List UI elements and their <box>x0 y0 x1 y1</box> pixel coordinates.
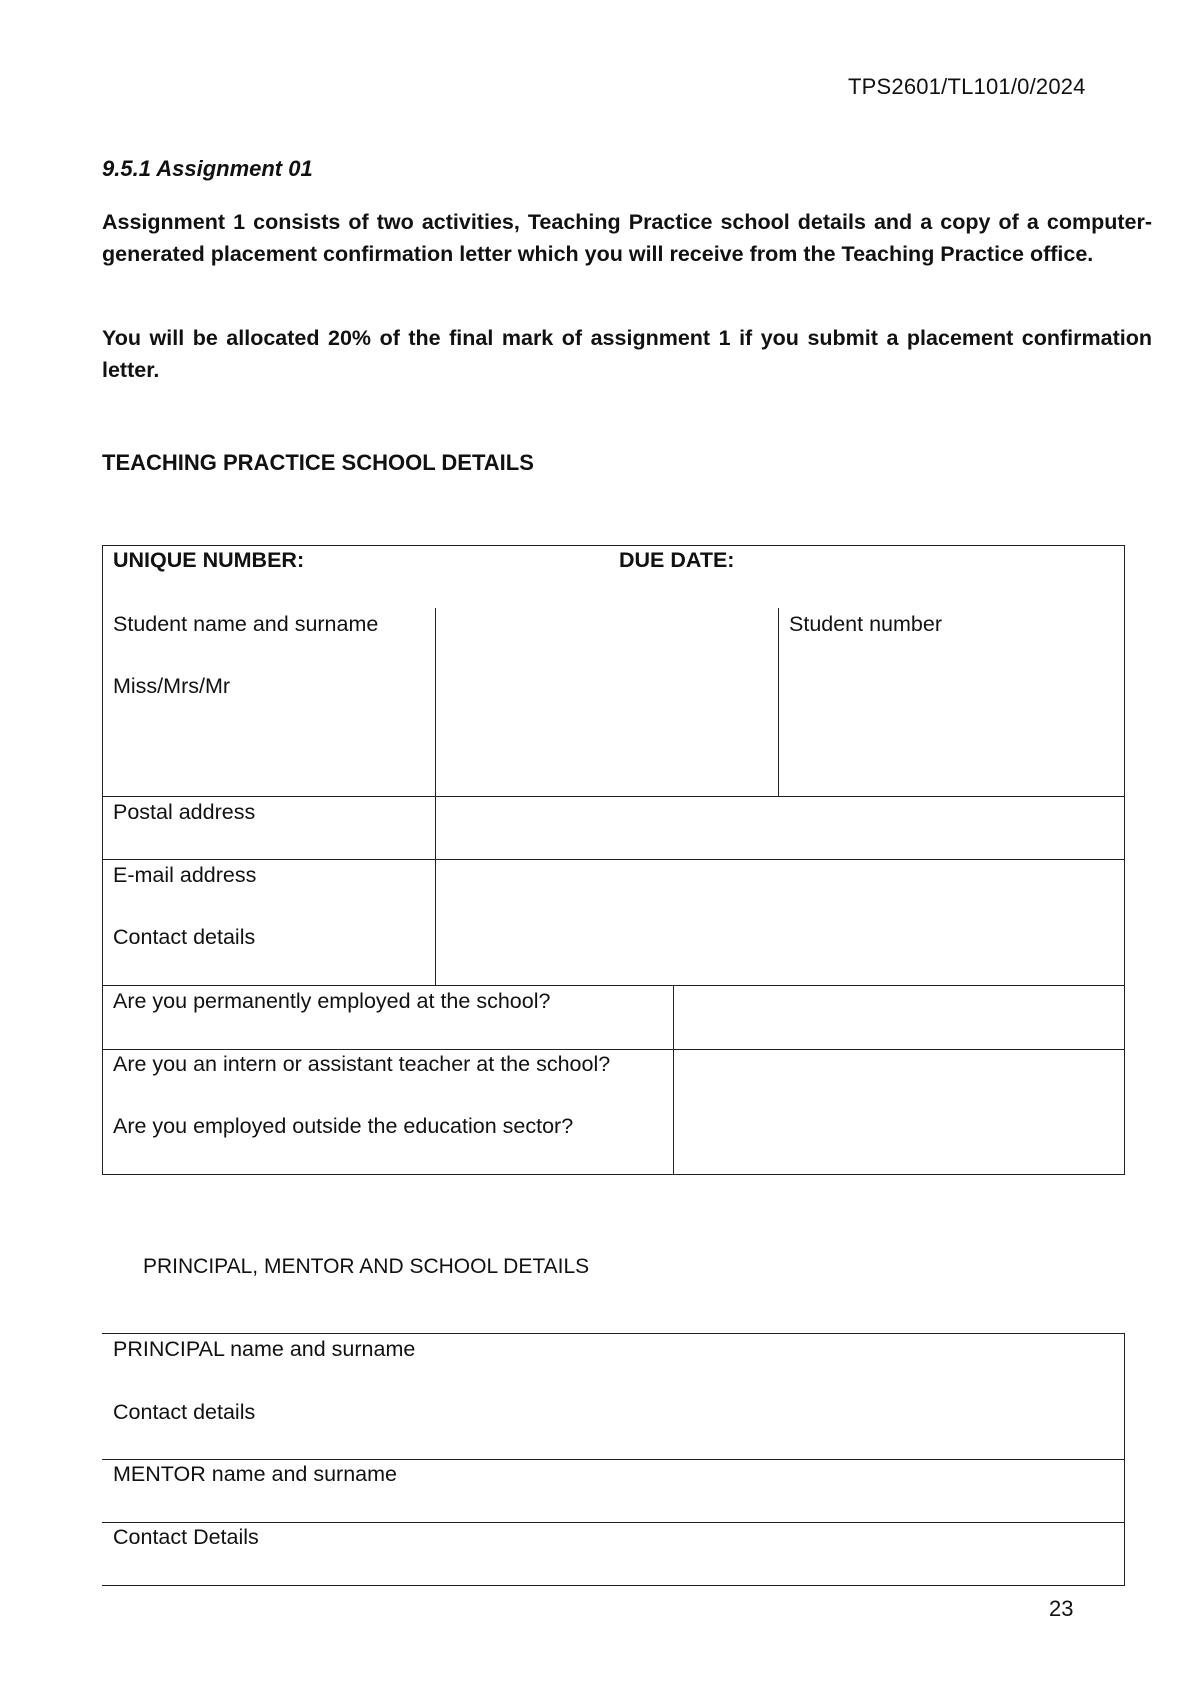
section-heading: 9.5.1 Assignment 01 <box>102 156 313 181</box>
student-name-field[interactable] <box>437 608 777 795</box>
form-line <box>102 1459 1125 1460</box>
form-line <box>102 1174 1125 1175</box>
form-line <box>1124 545 1125 1174</box>
form-line <box>102 1585 1125 1586</box>
unique-number-label: UNIQUE NUMBER: <box>113 548 305 572</box>
form-line <box>102 1049 1125 1050</box>
principal-contact-label: Contact details <box>113 1400 256 1424</box>
form-line <box>778 608 779 796</box>
mentor-name-label: MENTOR name and surname <box>113 1462 397 1486</box>
principal-mentor-heading: PRINCIPAL, MENTOR AND SCHOOL DETAILS <box>143 1255 590 1278</box>
page-number: 23 <box>1049 1596 1074 1621</box>
student-name-label: Student name and surname <box>113 612 379 636</box>
postal-address-label: Postal address <box>113 800 256 824</box>
form-line <box>102 545 103 1174</box>
form-line <box>102 985 1125 986</box>
form-line <box>673 985 674 1174</box>
mentor-contact-label: Contact Details <box>113 1525 259 1549</box>
form-line <box>435 608 436 985</box>
form-line <box>102 1333 1125 1334</box>
form-line <box>1124 1333 1125 1585</box>
email-address-label: E-mail address <box>113 863 257 887</box>
form-line <box>102 545 1125 546</box>
email-contact-field[interactable] <box>437 861 1123 984</box>
outside-sector-question: Are you employed outside the education sector? <box>113 1114 574 1138</box>
form-line <box>102 1522 1125 1523</box>
due-date-label: DUE DATE: <box>619 548 735 572</box>
form-line <box>102 859 1125 860</box>
student-number-field[interactable] <box>780 642 1122 795</box>
principal-details-field[interactable] <box>520 1335 1122 1458</box>
teaching-practice-heading: TEACHING PRACTICE SCHOOL DETAILS <box>102 450 534 475</box>
instructions-paragraph-1: Assignment 1 consists of two activities, Teaching Practice school details and a copy of a computer-generated placement confirmation letter which you will receive from the Teaching Practice office. <box>102 210 1152 266</box>
employment-answer-field[interactable] <box>675 1051 1123 1173</box>
form-line <box>102 796 1125 797</box>
principal-name-label: PRINCIPAL name and surname <box>113 1337 416 1361</box>
intern-question: Are you an intern or assistant teacher at the school? <box>113 1052 611 1076</box>
permanent-answer-field[interactable] <box>675 987 1123 1048</box>
permanent-question: Are you permanently employed at the school? <box>113 989 551 1013</box>
mentor-contact-field[interactable] <box>520 1524 1122 1584</box>
postal-address-field[interactable] <box>437 798 1123 858</box>
title-label: Miss/Mrs/Mr <box>113 674 231 698</box>
mentor-name-field[interactable] <box>520 1461 1122 1521</box>
document-code: TPS2601/TL101/0/2024 <box>848 74 1086 99</box>
student-number-label: Student number <box>789 612 942 636</box>
instructions-paragraph-2: You will be allocated 20% of the final mark of assignment 1 if you submit a placement confirmation letter. <box>102 326 1152 382</box>
contact-details-label: Contact details <box>113 925 256 949</box>
